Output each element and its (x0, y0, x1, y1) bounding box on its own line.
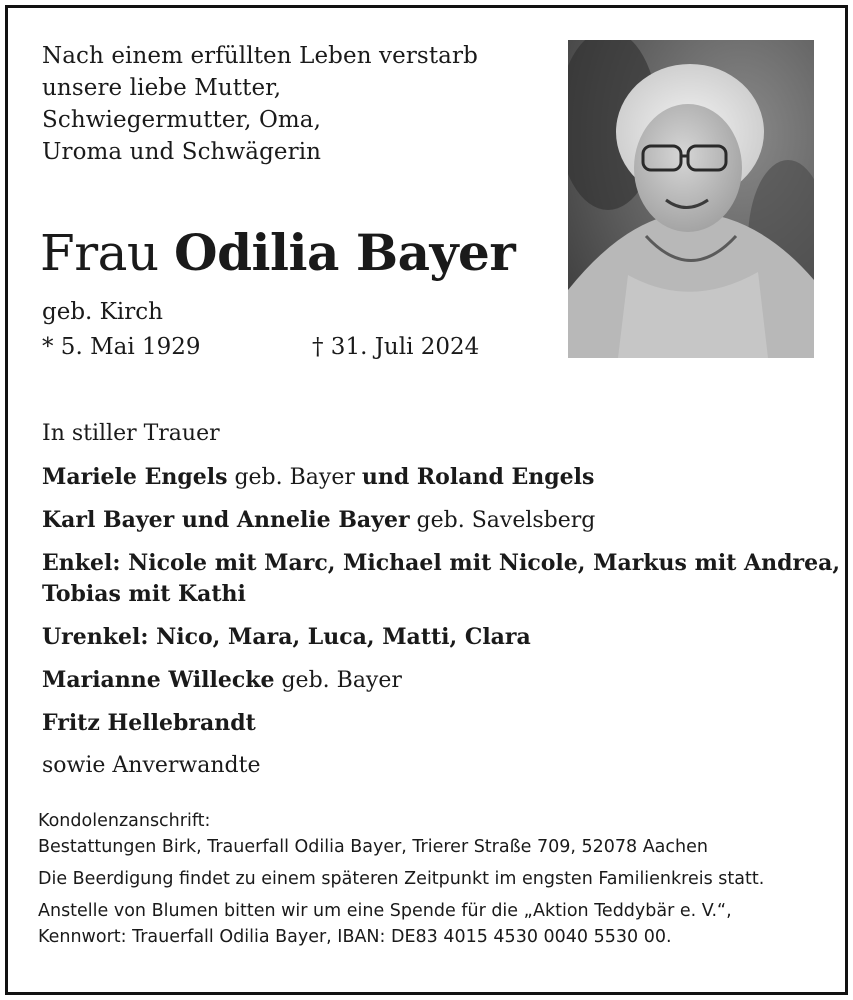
family-line (42, 462, 832, 493)
name-title: Frau (40, 224, 159, 282)
family-list (42, 462, 840, 781)
footer-info (38, 808, 838, 950)
great-grandchildren: Urenkel: Nico, Mara, Luca, Matti, Clara (42, 624, 531, 650)
family-name: und Roland Engels (361, 464, 595, 490)
intro-line: Uroma und Schwägerin (42, 139, 322, 165)
donation-line: Anstelle von Blumen bitten wir um eine Spende für die „Aktion Teddybär e. V.“, (38, 901, 732, 921)
family-name: Mariele Engels (42, 464, 228, 490)
grandchildren: Enkel: Nicole mit Marc, Michael mit Nicole, Markus mit Andrea, (42, 550, 840, 576)
condolence-label: Kondolenzanschrift: (38, 811, 211, 831)
grandchildren-cont: Tobias mit Kathi (42, 581, 246, 607)
intro-line: Schwiegermutter, Oma, (42, 107, 322, 133)
family-line (42, 622, 832, 653)
family-line (42, 548, 840, 579)
family-note: geb. Savelsberg (409, 508, 596, 533)
family-name: Karl Bayer und Annelie Bayer (42, 507, 410, 533)
birth-date: * 5. Mai 1929 (42, 334, 201, 360)
portrait-photo (568, 40, 814, 358)
family-note: geb. Bayer (227, 465, 362, 490)
funeral-note: Die Beerdigung findet zu einem späteren Zeitpunkt im engsten Familienkreis statt. (38, 869, 765, 889)
life-dates (42, 333, 480, 361)
condolence-address: Bestattungen Birk, Trauerfall Odilia Bayer, Trierer Straße 709, 52078 Aachen (38, 837, 708, 857)
family-line (42, 505, 832, 536)
mourning-text: In stiller Trauer (42, 421, 220, 446)
family-line (42, 751, 832, 781)
death-date: † 31. Juli 2024 (312, 334, 480, 360)
family-line (42, 579, 832, 610)
relatives: sowie Anverwandte (42, 753, 261, 778)
name-full: Odilia Bayer (174, 223, 516, 282)
intro-line: Nach einem erfüllten Leben verstarb (42, 43, 478, 69)
intro-line: unsere liebe Mutter, (42, 75, 282, 101)
family-name: Marianne Willecke (42, 667, 275, 693)
intro-text (42, 40, 478, 168)
family-name: Fritz Hellebrandt (42, 710, 256, 736)
family-note: geb. Bayer (274, 668, 402, 693)
donation-line: Kennwort: Trauerfall Odilia Bayer, IBAN: DE83 4015 4530 0040 5530 00. (38, 927, 672, 947)
deceased-name (40, 222, 515, 284)
family-line (42, 665, 832, 696)
maiden-name: geb. Kirch (42, 299, 163, 325)
family-line (42, 708, 832, 739)
